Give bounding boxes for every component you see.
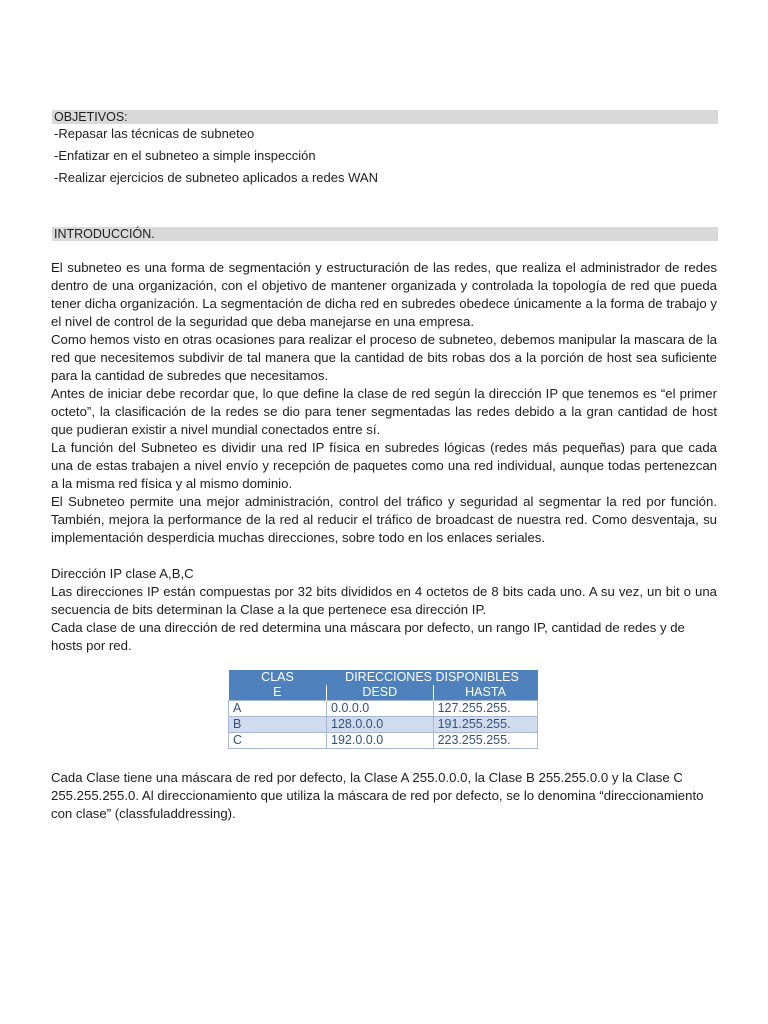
ip-classes-body [51,583,717,655]
objectives-list [54,126,714,192]
table-cell-to: 127.255.255. [433,701,537,717]
table-row [229,701,538,717]
table-cell-from: 128.0.0.0 [327,717,434,733]
intro-paragraph: Antes de iniciar debe recordar que, lo que define la clase de red según la dirección IP que tenemos es “el primer octeto”, la clasificación de la redes se dio para tener segmentadas las redes debido a la gran cantidad de host que pudieran existir a nivel mundial conectados entre sí. [51,386,717,437]
introduction-body [51,259,717,547]
table-cell-from: 192.0.0.0 [327,733,434,749]
table-header-class-cont: E [229,685,327,701]
objective-item: -Enfatizar en el subneteo a simple inspección [54,148,316,163]
table-cell-from: 0.0.0.0 [327,701,434,717]
intro-paragraph: La función del Subneteo es dividir una red IP física en subredes lógicas (redes más pequeñas) para que cada una de estas trabajen a nivel envío y recepción de paquetes como una red individual, aunque todas pertenezcan a la misma red física y al mismo dominio. [51,440,717,491]
table-header-group: DIRECCIONES DISPONIBLES [327,670,538,685]
introduction-heading: INTRODUCCIÓN. [52,227,718,241]
ip-classes-heading: Dirección IP clase A,B,C [51,566,194,581]
ip-classes-table [228,670,538,749]
objective-item: -Repasar las técnicas de subneteo [54,126,255,141]
table-cell-to: 223.255.255. [433,733,537,749]
table-header-to: HASTA [433,685,537,701]
table-cell-class: B [229,717,327,733]
ip-classes-paragraph: Cada clase de una dirección de red determina una máscara por defecto, un rango IP, cantidad de redes y de hosts por red. [51,620,685,653]
ip-classes-paragraph: Las direcciones IP están compuestas por 32 bits divididos en 4 octetos de 8 bits cada uno. A su vez, un bit o una secuencia de bits determinan la Clase a la que pertenece esa dirección IP. [51,584,717,617]
intro-paragraph: El subneteo es una forma de segmentación y estructuración de las redes, que realiza el administrador de redes dentro de una organización, con el objetivo de mantener organizada y controlada la topología de red que pueda tener dicha organización. La segmentación de dicha red en subredes obedece únicamente a la forma de trabajo y el nivel de control de la seguridad que deba manejarse en una empresa. [51,260,717,329]
table-header-from: DESD [327,685,434,701]
intro-paragraph: Como hemos visto en otras ocasiones para realizar el proceso de subneteo, debemos manipular la mascara de la red que necesitemos subdivir de tal manera que la cantidad de bits robas dos a la porción de host sea suficiente para la cantidad de subredes que necesitamos. [51,332,717,383]
objective-item: -Realizar ejercicios de subneteo aplicados a redes WAN [54,170,378,185]
intro-paragraph: El Subneteo permite una mejor administración, control del tráfico y seguridad al segmentar la red por función. También, mejora la performance de la red al reducir el tráfico de broadcast de nuestra red. Como desventaja, su implementación desperdicia muchas direcciones, sobre todo en los enlaces seriales. [51,494,717,545]
table-header-class: CLAS [229,670,327,685]
objectives-heading: OBJETIVOS: [52,110,718,124]
table-cell-class: C [229,733,327,749]
table-cell-to: 191.255.255. [433,717,537,733]
table-row [229,717,538,733]
closing-paragraph: Cada Clase tiene una máscara de red por defecto, la Clase A 255.0.0.0, la Clase B 255.255.0.0 y la Clase C 255.255.255.0. Al direccionamiento que utiliza la máscara de red por defecto, se lo denomina “direccionamiento con clase” (classfuladdressing). [51,770,704,821]
table-row [229,733,538,749]
table-cell-class: A [229,701,327,717]
